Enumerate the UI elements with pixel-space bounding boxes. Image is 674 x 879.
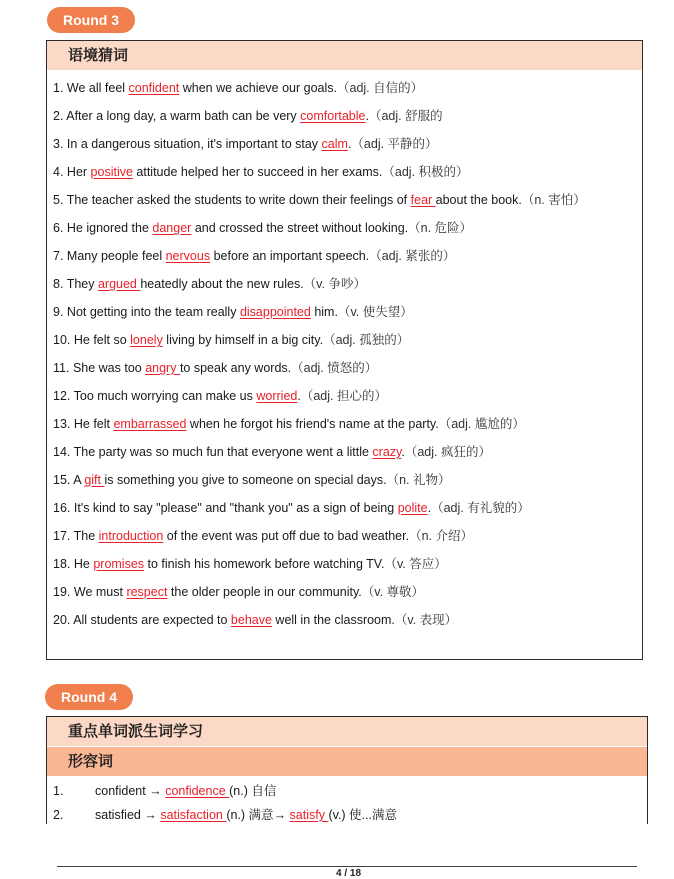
answer-word: embarrassed	[113, 417, 187, 431]
answer-word: fear	[410, 193, 436, 207]
word-hint: （adj. 紧张的）	[369, 249, 456, 263]
question-number: 9.	[53, 305, 64, 319]
question-text: when we achieve our goals.	[179, 81, 337, 95]
derived-word: confidence	[165, 784, 230, 798]
question-text: attitude helped her to succeed in her exams.	[132, 165, 383, 179]
question-text: before an important speech.	[210, 249, 370, 263]
derived-word: satisfaction	[160, 808, 227, 822]
question-number: 13.	[53, 417, 71, 431]
question-text: The	[73, 529, 99, 543]
question-item	[53, 466, 586, 494]
word-hint: （v. 争吵）	[303, 277, 366, 291]
word-hint: （adj. 平静的）	[351, 137, 438, 151]
question-item	[53, 578, 586, 606]
question-number: 20.	[53, 613, 71, 627]
question-item	[53, 522, 586, 550]
question-text: Not getting into the team really	[66, 305, 240, 319]
word-hint: （v. 尊敬）	[361, 585, 425, 599]
word-hint: （n. 礼物）	[386, 473, 451, 487]
question-item	[53, 326, 586, 354]
question-item	[53, 494, 586, 522]
answer-word: comfortable	[300, 109, 366, 123]
question-text: He	[73, 557, 94, 571]
question-number: 11.	[53, 361, 70, 375]
word-hint: （adj. 孤独的）	[323, 333, 410, 347]
derived-note: (v.) 使...满意	[328, 808, 397, 822]
question-text: .	[347, 137, 352, 151]
word-hint: （v. 表现）	[394, 613, 458, 627]
word-hint: （adj. 积极的）	[382, 165, 469, 179]
derived-note: (n.) 满意	[226, 808, 274, 822]
answer-word: introduction	[98, 529, 164, 543]
answer-word: disappointed	[239, 305, 311, 319]
answer-word: behave	[230, 613, 272, 627]
question-text: We all feel	[66, 81, 129, 95]
row-number: 1.	[53, 784, 64, 798]
question-item	[53, 74, 586, 102]
question-text: is something you give to someone on special days.	[104, 473, 387, 487]
round-4-panel	[46, 716, 648, 824]
question-item	[53, 158, 586, 186]
question-text: It's kind to say "please" and "thank you" as a sign of being	[73, 501, 398, 515]
round-4-badge: Round 4	[45, 684, 133, 710]
page-number: 4 / 18	[336, 868, 362, 879]
question-item	[53, 298, 586, 326]
question-text: well in the classroom.	[271, 613, 395, 627]
question-item	[53, 410, 586, 438]
answer-word: danger	[152, 221, 192, 235]
answer-word: respect	[126, 585, 168, 599]
question-text: to speak any words.	[179, 361, 292, 375]
question-item	[53, 354, 586, 382]
answer-word: angry	[145, 361, 180, 375]
question-item	[53, 214, 586, 242]
question-text: He felt so	[73, 333, 131, 347]
question-item	[53, 438, 586, 466]
question-item	[53, 242, 586, 270]
question-text: .	[401, 445, 405, 459]
answer-word: lonely	[130, 333, 163, 347]
word-hint: （v. 答应）	[384, 557, 447, 571]
derived-note: (n.) 自信	[229, 784, 277, 798]
round-3-badge: Round 3	[47, 7, 135, 33]
word-hint: （adj. 舒服的	[368, 109, 443, 123]
question-number: 6.	[53, 221, 64, 235]
question-item	[53, 382, 586, 410]
question-text: about the book.	[435, 193, 522, 207]
question-text: After a long day, a warm bath can be very	[66, 109, 301, 123]
question-text: He felt	[73, 417, 114, 431]
question-text: to finish his homework before watching TV.	[144, 557, 385, 571]
question-item	[53, 130, 586, 158]
answer-word: worried	[256, 389, 298, 403]
round-3-panel	[46, 40, 643, 660]
word-hint: （adj. 有礼貌的）	[431, 501, 530, 515]
question-text: The party was so much fun that everyone went a little	[73, 445, 373, 459]
question-item	[53, 550, 586, 578]
word-hint: （n. 害怕）	[521, 193, 586, 207]
question-text: She was too	[72, 361, 146, 375]
answer-word: nervous	[165, 249, 211, 263]
question-text: A	[73, 473, 85, 487]
question-item	[53, 270, 586, 298]
question-text: .	[297, 389, 301, 403]
question-number: 7.	[53, 249, 64, 263]
question-number: 18.	[53, 557, 71, 571]
answer-word: confident	[128, 81, 180, 95]
question-item	[53, 102, 586, 130]
arrow-icon: →	[140, 808, 161, 822]
question-number: 1.	[53, 81, 64, 95]
round-4-title: 重点单词派生词学习	[47, 717, 647, 747]
base-word: satisfied	[95, 808, 141, 822]
question-number: 17.	[53, 529, 71, 543]
question-text: All students are expected to	[73, 613, 231, 627]
question-text: of the event was put off due to bad weather.	[163, 529, 410, 543]
word-hint: （adj. 担心的）	[300, 389, 387, 403]
derived-word: satisfy	[289, 808, 329, 822]
question-text: when he forgot his friend's name at the party.	[186, 417, 439, 431]
question-number: 3.	[53, 137, 64, 151]
question-number: 4.	[53, 165, 64, 179]
question-text: He ignored the	[66, 221, 153, 235]
round-3-title: 语境猜词	[47, 41, 642, 70]
round-4-subtitle: 形容词	[47, 747, 647, 776]
question-number: 12.	[53, 389, 71, 403]
question-text: the older people in our community.	[167, 585, 362, 599]
question-text: The teacher asked the students to write down their feelings of	[66, 193, 411, 207]
question-number: 16.	[53, 501, 71, 515]
question-text: living by himself in a big city.	[162, 333, 324, 347]
question-number: 14.	[53, 445, 71, 459]
answer-word: positive	[90, 165, 133, 179]
word-hint: （v. 使失望）	[337, 305, 413, 319]
derivation-row	[53, 803, 397, 827]
question-text: heatedly about the new rules.	[140, 277, 304, 291]
question-text: They	[66, 277, 98, 291]
answer-word: gift	[84, 473, 105, 487]
question-number: 5.	[53, 193, 64, 207]
question-text: We must	[73, 585, 127, 599]
question-text: Her	[66, 165, 91, 179]
word-hint: （n. 介绍）	[409, 529, 473, 543]
question-text: and crossed the street without looking.	[191, 221, 409, 235]
word-hint: （adj. 疯狂的）	[404, 445, 491, 459]
question-number: 8.	[53, 277, 64, 291]
answer-word: argued	[97, 277, 141, 291]
word-hint: （adj. 自信的）	[337, 81, 424, 95]
base-word: confident	[95, 784, 146, 798]
footer-divider	[57, 866, 637, 867]
question-text: him.	[310, 305, 338, 319]
answer-word: promises	[93, 557, 145, 571]
word-hint: （adj. 尴尬的）	[438, 417, 525, 431]
arrow-icon: →	[273, 808, 290, 822]
answer-word: calm	[321, 137, 348, 151]
question-text: .	[365, 109, 369, 123]
derivation-row	[53, 779, 276, 803]
word-hint: （n. 危险）	[408, 221, 473, 235]
question-number: 2.	[53, 109, 64, 123]
question-list	[53, 74, 586, 634]
answer-word: crazy	[372, 445, 402, 459]
answer-word: polite	[397, 501, 428, 515]
arrow-icon: →	[145, 784, 166, 798]
question-item	[53, 186, 586, 214]
word-hint: （adj. 愤怒的）	[291, 361, 378, 375]
row-number: 2.	[53, 808, 64, 822]
question-item	[53, 606, 586, 634]
question-text: Many people feel	[66, 249, 166, 263]
question-number: 15.	[53, 473, 71, 487]
question-text: Too much worrying can make us	[73, 389, 257, 403]
question-text: .	[427, 501, 432, 515]
question-text: In a dangerous situation, it's important to stay	[66, 137, 322, 151]
question-number: 10.	[53, 333, 71, 347]
question-number: 19.	[53, 585, 71, 599]
